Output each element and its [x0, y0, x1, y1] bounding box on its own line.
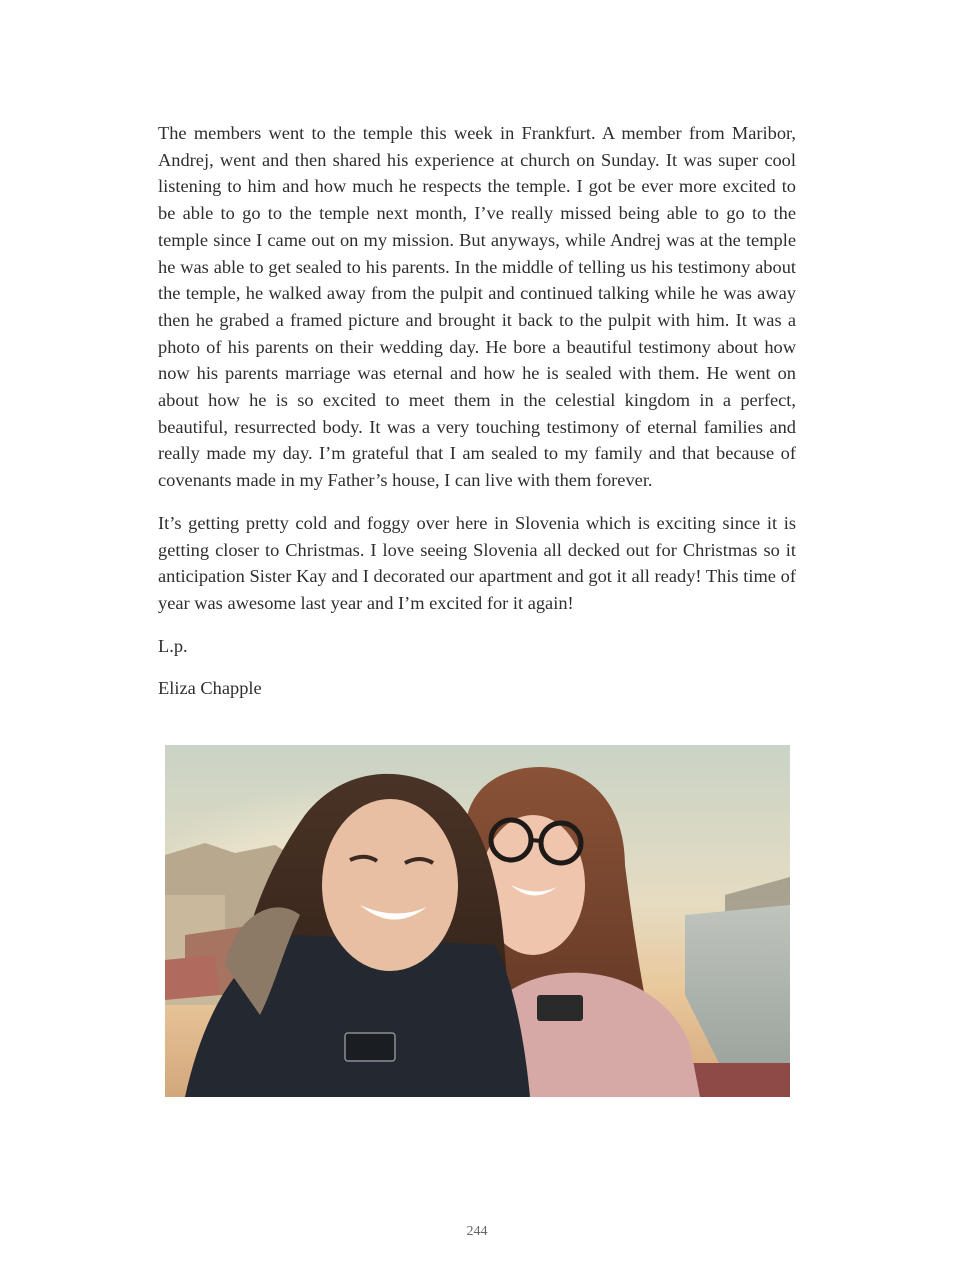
paragraph-temple: The members went to the temple this week in Frankfurt. A member from Maribor, Andrej, went and then shared his experience at church on Sunday. It was super cool listening to him and how much he respects the temple. I got be ever more excited to be able to go to the temple next month, I’ve really missed being able to go to the temple since I came out on my mission. But anyways, while Andrej was at the temple he was able to get sealed to his parents. In the middle of telling us his testimony about the temple, he walked away from the pulpit and continued talking while he was away then he grabed a framed picture and brought it back to the pulpit with him. It was a photo of his parents on their wedding day. He bore a beautiful testimony about how now his parents marriage was eternal and how he is sealed with them. He went on about how he is so excited to meet them in the celestial kingdom in a perfect, beautiful, resurrected body. It was a very touching testimony of eternal families and really made my day. I’m grateful that I am sealed to my family and that because of covenants made in my Father’s house, I can live with them forever. [158, 123, 796, 491]
closing-text: L.p. [158, 635, 188, 656]
signature: Eliza Chapple [158, 678, 262, 699]
selfie-photo [165, 745, 790, 1097]
paragraph-christmas: It’s getting pretty cold and foggy over here in Slovenia which is exciting since it is getting closer to Christmas. I love seeing Slovenia all decked out for Christmas so it anticipation Sister Kay and I decorated our apartment and got it all ready! This time of year was awesome last year and I’m excited for it again! [158, 512, 796, 613]
page-number: 244 [466, 1224, 488, 1239]
letter-body [158, 120, 796, 718]
